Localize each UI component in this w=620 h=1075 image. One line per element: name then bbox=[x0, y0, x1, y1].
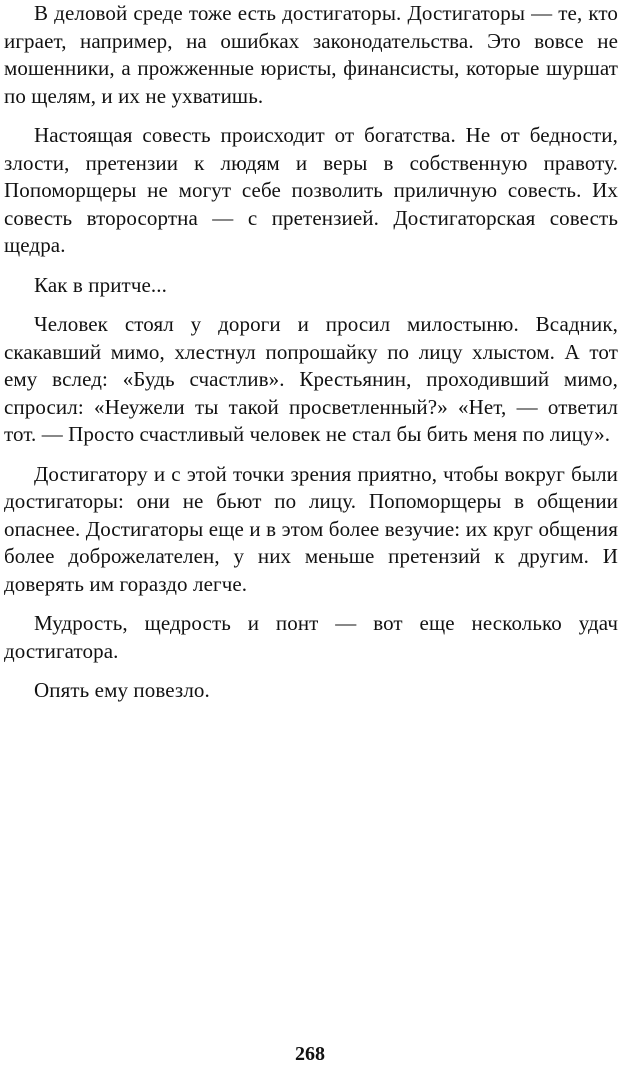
page-number: 268 bbox=[295, 1043, 325, 1065]
paragraph: Достигатору и с этой точки зрения приятно, чтобы вокруг были достигаторы: они не бьют по лицу. Попоморщеры в общении опаснее. Достигаторы еще и в этом более везучие: их круг общения более доброжелателен, у них меньше претензий к другим. И доверять им гораздо легче. bbox=[4, 461, 618, 596]
paragraph: Опять ему повезло. bbox=[34, 678, 210, 702]
body-text bbox=[4, 0, 618, 717]
paragraph: Настоящая совесть происходит от богатства. Не от бедности, злости, претензии к людям и веры в собственную правоту. Попоморщеры не могут себе позволить приличную совесть. Их совесть второсортна — с претензией. Достигаторская совесть щедра. bbox=[4, 123, 618, 257]
paragraph: Мудрость, щедрость и понт — вот еще несколько удач достигатора. bbox=[4, 611, 618, 663]
paragraph: Как в притче... bbox=[34, 272, 167, 297]
paragraph: В деловой среде тоже есть достигаторы. Достигаторы — те, кто играет, например, на ошибках законодательства. Это вовсе не мошенники, а прожженные юристы, финансисты, которые шуршат по щелям, и их не ухватишь. bbox=[4, 1, 618, 108]
paragraph: Человек стоял у дороги и просил милостыню. Всадник, скакавший мимо, хлестнул попрошайку по лицу хлыстом. А тот ему вслед: «Будь счастлив». Крестьянин, проходивший мимо, спросил: «Неужели ты такой просветленный?» «Нет, — ответил тот. — Просто счастливый человек не стал бы бить меня по лицу». bbox=[4, 312, 618, 446]
